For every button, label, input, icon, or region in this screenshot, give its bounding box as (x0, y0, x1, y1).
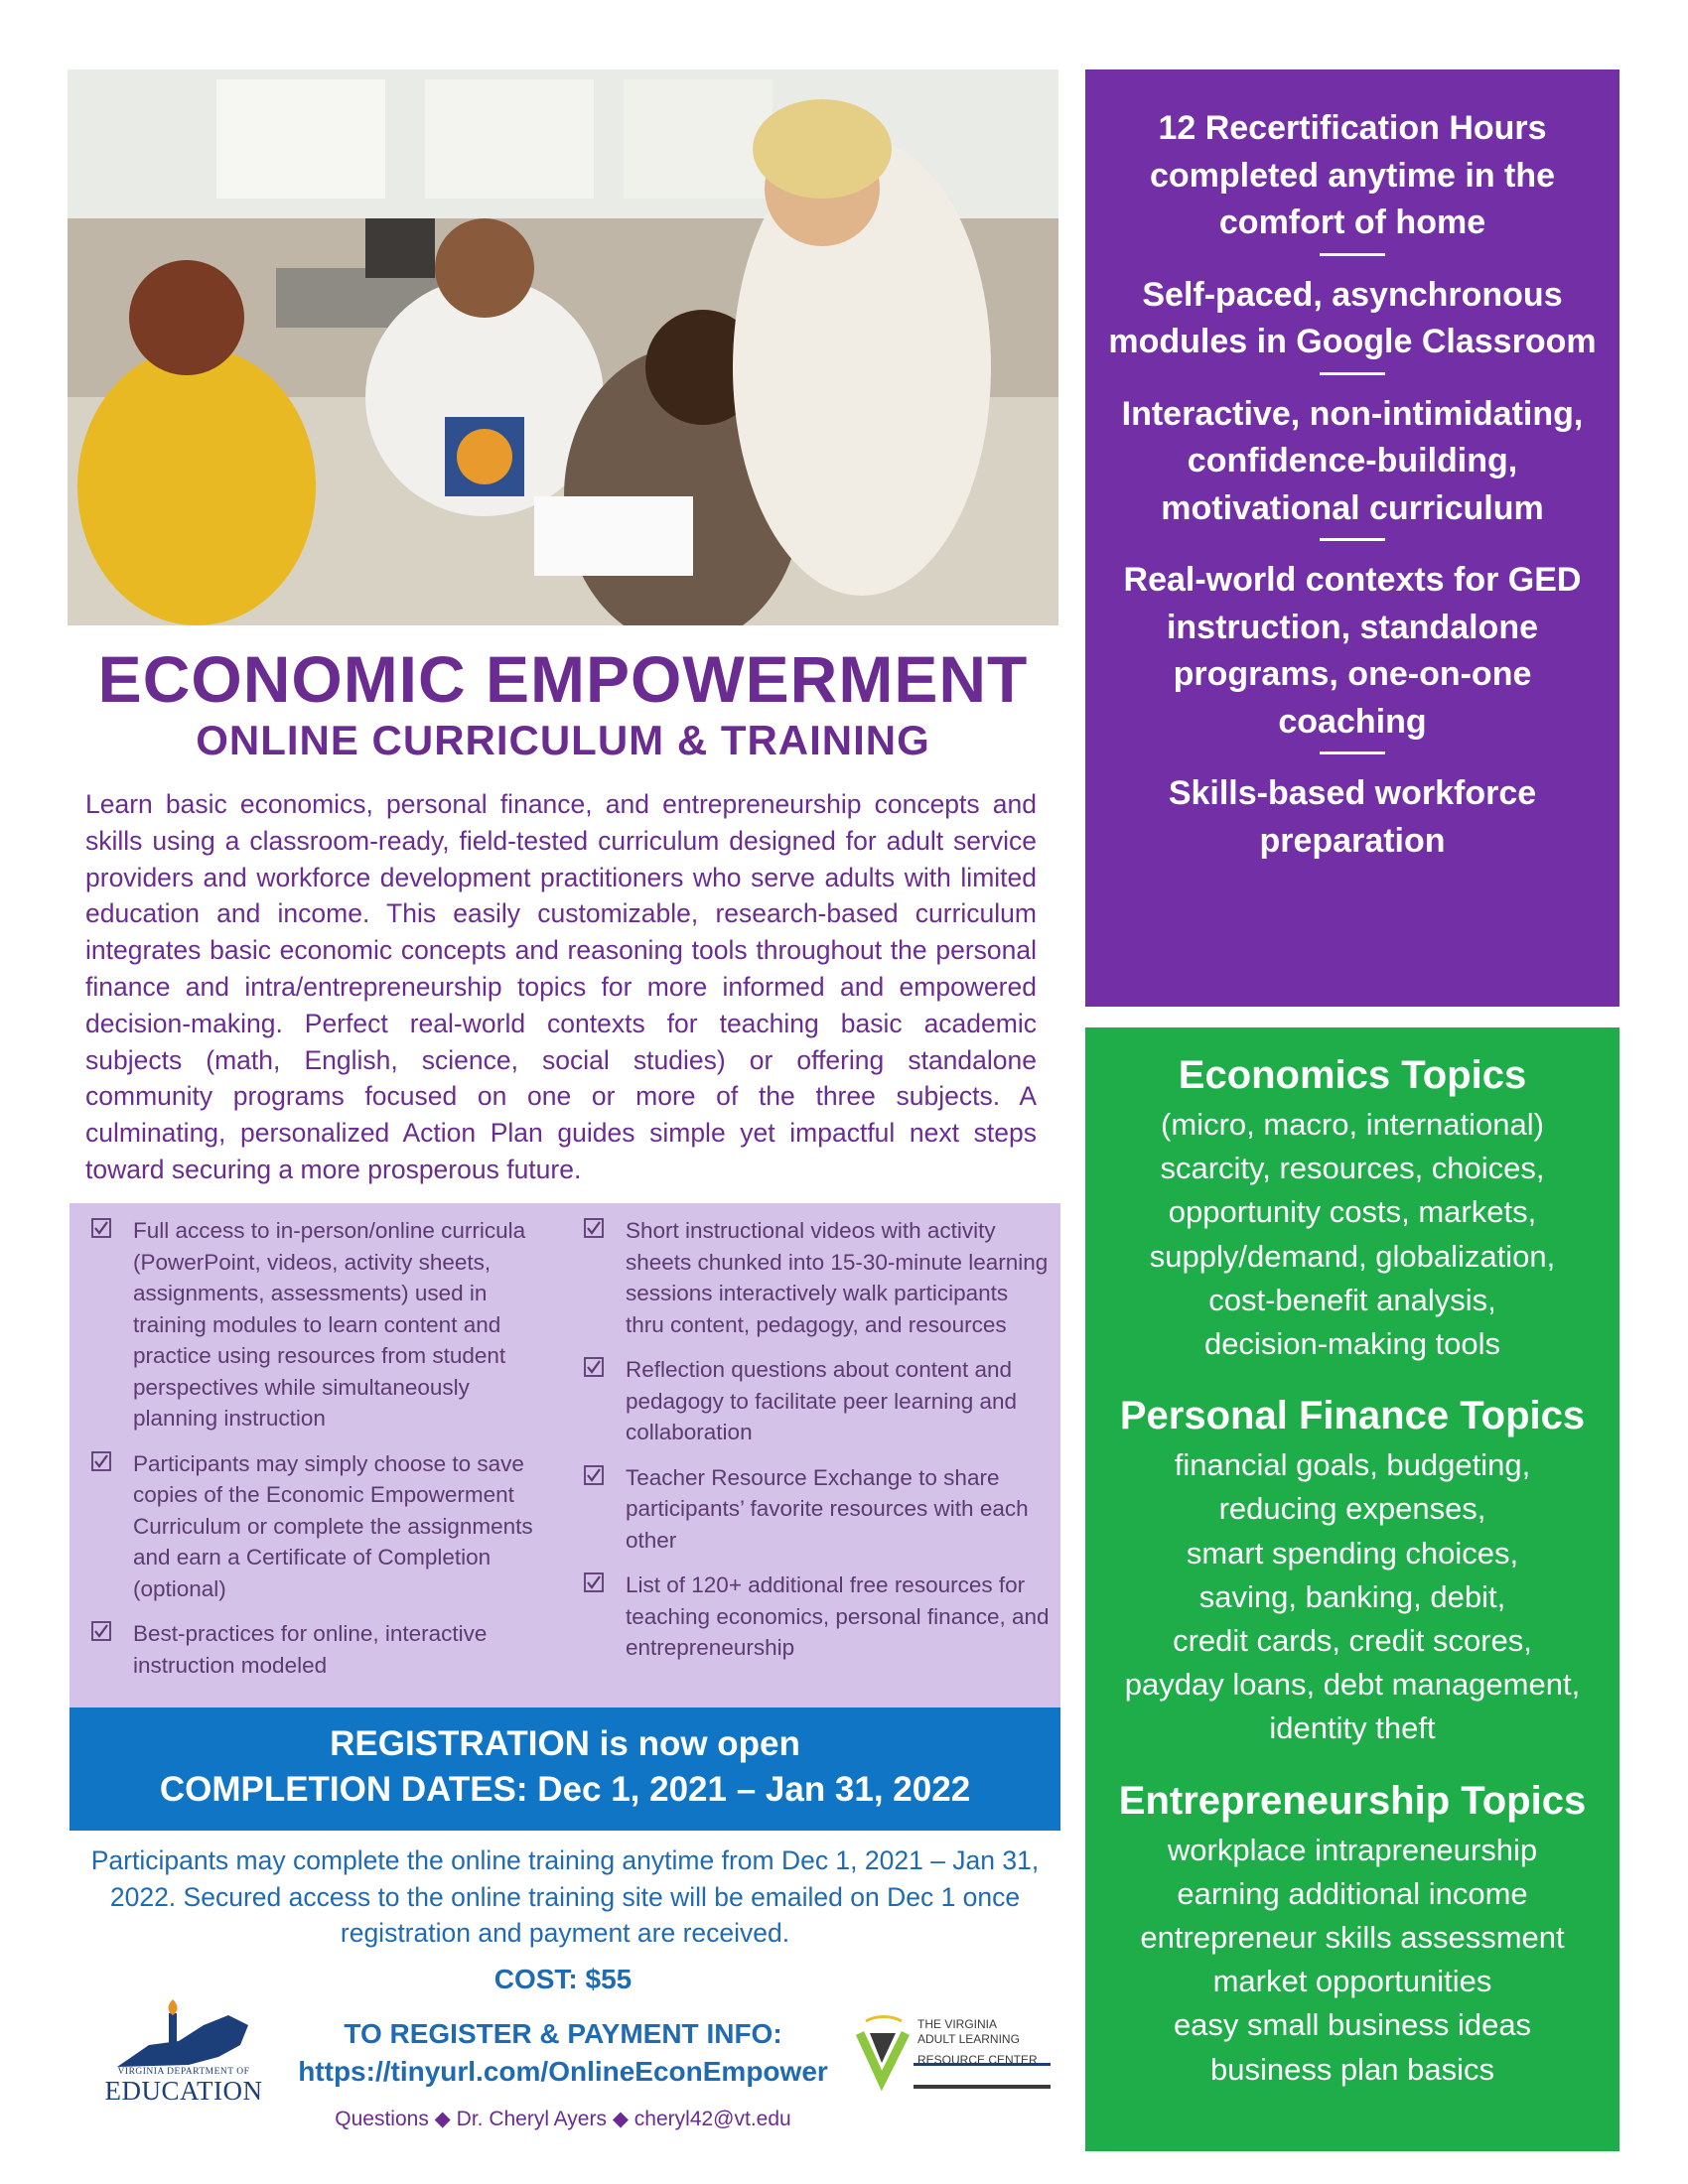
topic-line: identity theft (1269, 1710, 1436, 1746)
highlights-box (1085, 69, 1619, 1007)
valrc-logo (856, 2011, 1055, 2093)
feature-text: Teacher Resource Exchange to share participants’ favorite resources with each other (626, 1464, 1029, 1553)
registration-banner (70, 1707, 1060, 1831)
feature-item (91, 1618, 558, 1681)
topic-line: financial goals, budgeting, (1174, 1447, 1531, 1483)
highlight-item: 12 Recertification Hours completed anytime in the comfort of home (1149, 109, 1556, 241)
feature-item (91, 1215, 558, 1434)
vdoe-logo-big-text: EDUCATION (104, 2076, 263, 2106)
feature-text: Short instructional videos with activity sheets chunked into 15-30-minute learning sessions interactively walk participants thru content, pedagogy, and resources (626, 1218, 1049, 1337)
topic-line: (micro, macro, international) (1161, 1107, 1544, 1142)
topic-line: workplace intrapreneurship (1167, 1832, 1538, 1867)
topic-line: payday loans, debt management, (1124, 1667, 1581, 1703)
topic-line: easy small business ideas (1173, 2007, 1532, 2043)
highlight-item: Real-world contexts for GED instruction, standalone programs, one-on-one coaching (1123, 561, 1582, 741)
economics-topics (1085, 1047, 1619, 1366)
vdoe-logo-small-text: VIRGINIA DEPARTMENT OF (117, 2067, 250, 2077)
topic-line: credit cards, credit scores, (1173, 1623, 1532, 1659)
highlight-divider (1320, 372, 1385, 375)
topic-line: opportunity costs, markets, (1168, 1194, 1537, 1230)
topic-line: reducing expenses, (1218, 1491, 1486, 1527)
entrepreneurship-topics (1085, 1773, 1619, 2092)
feature-item (584, 1354, 1051, 1448)
topic-line: decision-making tools (1203, 1326, 1501, 1362)
valrc-line3: RESOURCE CENTER (917, 2053, 1038, 2067)
completion-dates-text: COMPLETION DATES: Dec 1, 2021 – Jan 31, 2022 (159, 1770, 971, 1809)
checkbox-icon (584, 1465, 604, 1485)
topic-line: scarcity, resources, choices, (1160, 1151, 1545, 1186)
page-subtitle: ONLINE CURRICULUM & TRAINING (196, 717, 930, 763)
page-title: ECONOMIC EMPOWERMENT (97, 642, 1029, 716)
feature-text: Reflection questions about content and pedagogy to facilitate peer learning and collaboration (626, 1357, 1018, 1444)
features-left-column (91, 1215, 558, 1695)
feature-item (584, 1462, 1051, 1557)
topic-line: earning additional income (1177, 1875, 1528, 1911)
highlight-item: Interactive, non-intimidating, confidence-building, motivational curriculum (1121, 394, 1584, 527)
contact-line: Questions ◆ Dr. Cheryl Ayers ◆ cheryl42@vt.edu (335, 2108, 791, 2130)
checkbox-icon (91, 1218, 111, 1238)
checkbox-icon (584, 1218, 604, 1238)
intro-paragraph: Learn basic economics, personal finance, and entrepreneurship concepts and skills using a classroom-ready, field-tested curriculum designed for adult service providers and workforce development practitioners who serve adults with limited education and income. This easily customizable, research-based curriculum integrates basic economic concepts and reasoning tools throughout the personal finance and intra/entrepreneurship topics for more informed and empowered decision-making. Perfect real-world contexts for teaching basic academic subjects (math, English, science, social studies) or offering standalone community programs focused on one or more of the three subjects. A culminating, personalized Action Plan guides simple yet impactful next steps toward securing a more prosperous future. (85, 789, 1037, 1184)
valrc-line2: ADULT LEARNING (917, 2032, 1020, 2046)
highlight-item: Skills-based workforce preparation (1168, 774, 1537, 860)
topic-line: market opportunities (1212, 1964, 1492, 1999)
register-heading: TO REGISTER & PAYMENT INFO: (344, 2018, 782, 2049)
feature-text: Best-practices for online, interactive instruction modeled (133, 1621, 488, 1678)
feature-text: Participants may simply choose to save copies of the Economic Empowerment Curriculum or complete the assignments and earn a Certificate of Completion (optional) (133, 1450, 533, 1601)
topic-line: smart spending choices, (1186, 1535, 1519, 1570)
checkbox-icon (91, 1621, 111, 1641)
features-right-column (584, 1215, 1051, 1678)
topics-box (1085, 1027, 1619, 2151)
vdoe-logo-text (99, 2067, 268, 2105)
topic-line: supply/demand, globalization, (1149, 1238, 1556, 1274)
highlight-divider (1320, 538, 1385, 541)
topic-line: business plan basics (1209, 2051, 1495, 2087)
register-link[interactable]: https://tinyurl.com/OnlineEconEmpower (298, 2056, 828, 2087)
personal-finance-topics (1085, 1388, 1619, 1750)
topic-line: entrepreneur skills assessment (1140, 1920, 1565, 1956)
entrepreneurship-heading: Entrepreneurship Topics (1118, 1778, 1587, 1823)
highlight-divider (1320, 253, 1385, 256)
checkbox-icon (584, 1572, 604, 1592)
feature-item (584, 1570, 1051, 1664)
features-box (70, 1203, 1060, 1707)
checkbox-icon (91, 1451, 111, 1471)
registration-open-text: REGISTRATION is now open (330, 1724, 800, 1763)
topic-line: saving, banking, debit, (1198, 1578, 1506, 1614)
feature-text: Full access to in-person/online curricula (PowerPoint, videos, activity sheets, assignments, assessments) used in training modules to learn content and practice using resources from student perspectives while simultaneously planning instruction (133, 1218, 526, 1431)
participation-note: Participants may complete the online training anytime from Dec 1, 2021 – Jan 31, 2022. Secured access to the online training site will be emailed on Dec 1 once registration and payment are received. (90, 1845, 1040, 1948)
personal-finance-heading: Personal Finance Topics (1119, 1394, 1586, 1438)
feature-item (91, 1448, 558, 1605)
topic-line: cost-benefit analysis, (1208, 1282, 1496, 1317)
highlight-item: Self-paced, asynchronous modules in Google Classroom (1108, 275, 1597, 360)
valrc-line1: THE VIRGINIA (917, 2017, 998, 2031)
checkbox-icon (584, 1357, 604, 1377)
cost-text: COST: $55 (493, 1964, 633, 1994)
economics-heading: Economics Topics (1178, 1053, 1527, 1097)
feature-item (584, 1215, 1051, 1340)
classroom-photo (68, 69, 1058, 625)
feature-text: List of 120+ additional free resources for teaching economics, personal finance, and entrepreneurship (626, 1572, 1050, 1660)
highlight-divider (1320, 751, 1385, 754)
